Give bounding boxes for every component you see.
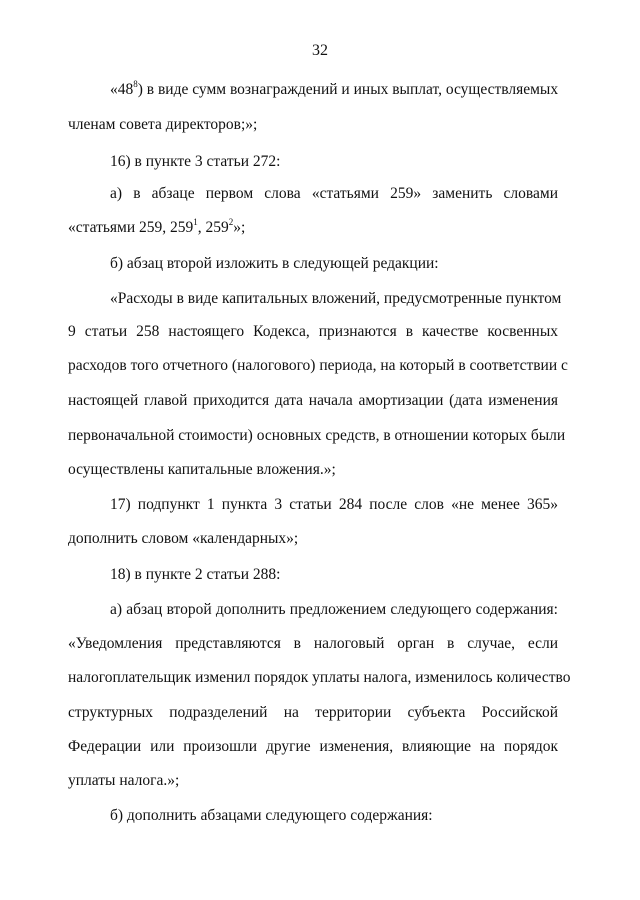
- text-line: 16) в пункте 3 статьи 272:: [110, 153, 281, 170]
- text-line: налогоплательщик изменил порядок уплаты налога, изменилось количество: [68, 669, 571, 686]
- text-line: «$48^8$) в виде сумм вознаграждений и иных выплат, осуществляемых: [110, 78, 559, 98]
- text-line: «Расходы в виде капитальных вложений, предусмотренные пунктом: [110, 290, 562, 307]
- text-line: Федерации или произошли другие изменения, влияющие на порядок: [68, 738, 558, 755]
- text-line: уплаты налога.»;: [68, 772, 180, 789]
- text-line: настоящей главой приходится дата начала амортизации (дата изменения: [68, 392, 558, 409]
- text-line: «Уведомления представляются в налоговый орган в случае, если: [68, 635, 558, 652]
- page-number: 32: [312, 42, 328, 59]
- text-line: б) дополнить абзацами следующего содержания:: [110, 807, 433, 824]
- text-line: расходов того отчетного (налогового) периода, на который в соответствии с: [68, 357, 568, 374]
- text-line: «статьями 259, $259^1$, $259^2$»;: [68, 216, 246, 236]
- text-line: структурных подразделений на территории субъекта Российской: [68, 704, 558, 721]
- text-line: первоначальной стоимости) основных средств, в отношении которых были: [68, 427, 566, 444]
- text-line: 18) в пункте 2 статьи 288:: [110, 566, 281, 583]
- text-line: дополнить словом «календарных»;: [68, 530, 299, 547]
- superscript: 1: [193, 216, 198, 227]
- text-line: осуществлены капитальные вложения.»;: [68, 461, 336, 478]
- text-line: а) в абзаце первом слова «статьями 259» заменить словами: [110, 185, 558, 202]
- text-line: а) абзац второй дополнить предложением следующего содержания:: [110, 601, 558, 618]
- text-line: б) абзац второй изложить в следующей редакции:: [110, 255, 439, 272]
- text-line: 9 статьи 258 настоящего Кодекса, признаются в качестве косвенных: [68, 323, 558, 340]
- superscript: 2: [228, 216, 234, 227]
- text-line: членам совета директоров;»;: [68, 116, 258, 133]
- superscript: 8: [133, 78, 138, 89]
- text-line: 17) подпункт 1 пункта 3 статьи 284 после слов «не менее 365»: [110, 496, 558, 513]
